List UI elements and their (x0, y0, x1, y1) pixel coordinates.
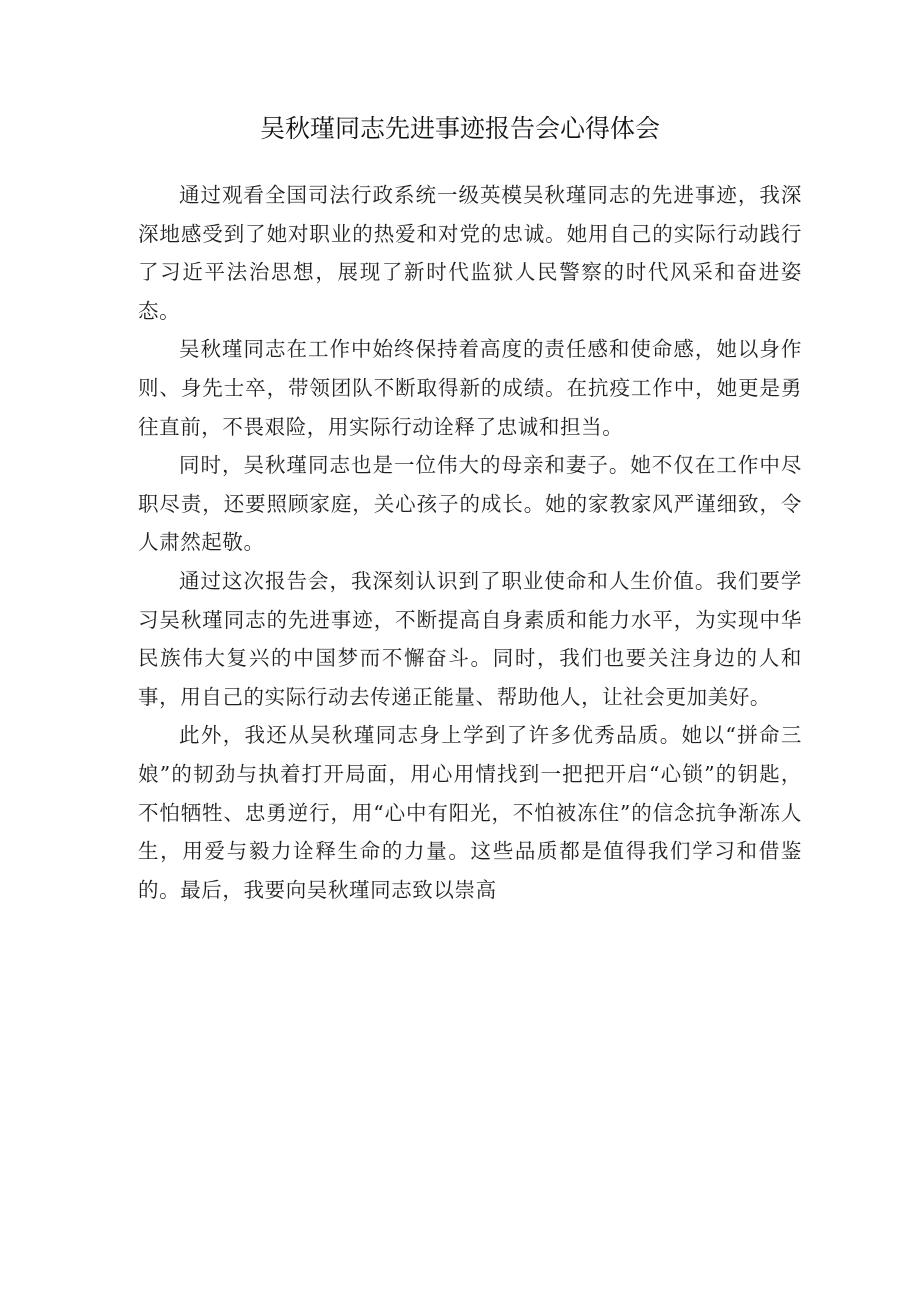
paragraph-4: 通过这次报告会，我深刻认识到了职业使命和人生价值。我们要学习吴秋瑾同志的先进事迹，不断提高自身素质和能力水平，为实现中华民族伟大复兴的中国梦而不懈奋斗。同时，我们也要关注身边的人和事，用自己的实际行动去传递正能量、帮助他人，让社会更加美好。 (138, 568, 802, 709)
document-body (138, 176, 802, 909)
paragraph-2: 吴秋瑾同志在工作中始终保持着高度的责任感和使命感，她以身作则、身先士卒，带领团队不断取得新的成绩。在抗疫工作中，她更是勇往直前，不畏艰险，用实际行动诠释了忠诚和担当。 (138, 337, 802, 439)
paragraph-1: 通过观看全国司法行政系统一级英模吴秋瑾同志的先进事迹，我深深地感受到了她对职业的热爱和对党的忠诚。她用自己的实际行动践行了习近平法治思想，展现了新时代监狱人民警察的时代风采和奋进姿态。 (138, 183, 802, 323)
paragraph-5: 此外，我还从吴秋瑾同志身上学到了许多优秀品质。她以“拼命三娘”的韧劲与执着打开局面，用心用情找到一把把开启“心锁”的钥匙，不怕牺牲、忠勇逆行，用“心中有阳光，不怕被冻住”的信念抗争渐冻人生，用爱与毅力诠释生命的力量。这些品质都是值得我们学习和借鉴的。最后，我要向吴秋瑾同志致以崇高 (138, 723, 802, 902)
paragraph-3: 同时，吴秋瑾同志也是一位伟大的母亲和妻子。她不仅在工作中尽职尽责，还要照顾家庭，关心孩子的成长。她的家教家风严谨细致，令人肃然起敬。 (138, 453, 802, 555)
document-title: 吴秋瑾同志先进事迹报告会心得体会 (259, 114, 660, 143)
